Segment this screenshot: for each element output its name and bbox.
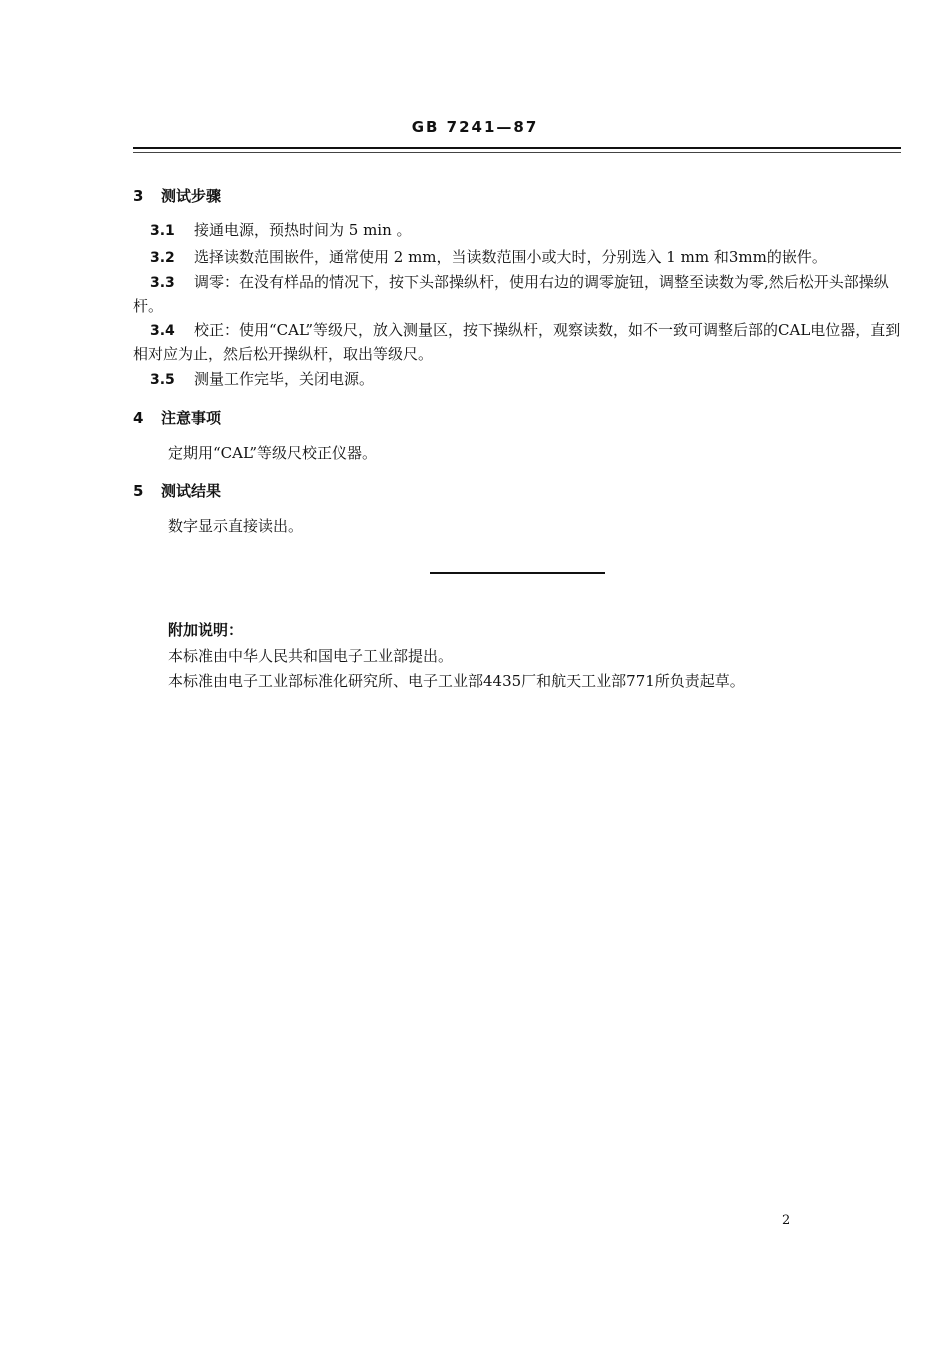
step-3-2 (133, 246, 901, 270)
page-number: 2 (782, 1213, 791, 1228)
header-divider (133, 147, 901, 149)
section-4-heading (133, 407, 221, 428)
header-divider-thin (133, 152, 901, 153)
step-3-1 (133, 219, 901, 243)
step-number: 3.1 (150, 223, 175, 239)
step-number: 3.2 (150, 250, 175, 266)
step-text: 校正：使用“CAL”等级尺，放入测量区，按下操纵杆，观察读数，如不一致可调整后部的CAL电位器，直到相对应为止，然后松开操纵杆，取出等级尺。 (133, 321, 901, 363)
additional-note-line: 本标准由中华人民共和国电子工业部提出。 (168, 647, 454, 665)
step-3-4 (133, 319, 901, 366)
section-title: 测试结果 (161, 482, 222, 500)
section-title: 注意事项 (161, 409, 222, 427)
section-number: 5 (133, 482, 144, 500)
step-text: 接通电源，预热时间为 5 min 。 (194, 221, 412, 239)
step-text: 选择读数范围嵌件，通常使用 2 mm，当读数范围小或大时，分别选入 1 mm 和3mm的嵌件。 (194, 248, 827, 266)
section-title: 测试步骤 (161, 187, 222, 205)
section-4-body: 定期用“CAL”等级尺校正仪器。 (168, 444, 378, 462)
section-5-body: 数字显示直接读出。 (168, 517, 304, 535)
section-number: 4 (133, 409, 144, 427)
additional-notes-title: 附加说明： (168, 621, 244, 639)
section-number: 3 (133, 187, 144, 205)
step-3-5 (133, 368, 901, 392)
step-number: 3.3 (150, 275, 175, 291)
additional-note-line: 本标准由电子工业部标准化研究所、电子工业部4435厂和航天工业部771所负责起草。 (168, 672, 745, 690)
step-number: 3.5 (150, 372, 175, 388)
step-number: 3.4 (150, 323, 175, 339)
step-3-3 (133, 271, 901, 318)
end-of-text-rule (430, 572, 605, 574)
section-5-heading (133, 480, 221, 501)
step-text: 调零：在没有样品的情况下，按下头部操纵杆，使用右边的调零旋钮，调整至读数为零,然后松开头部操纵杆。 (133, 273, 889, 315)
step-text: 测量工作完毕，关闭电源。 (194, 370, 375, 388)
section-3-heading (133, 185, 221, 206)
standard-code-header: GB 7241—87 (411, 118, 539, 136)
